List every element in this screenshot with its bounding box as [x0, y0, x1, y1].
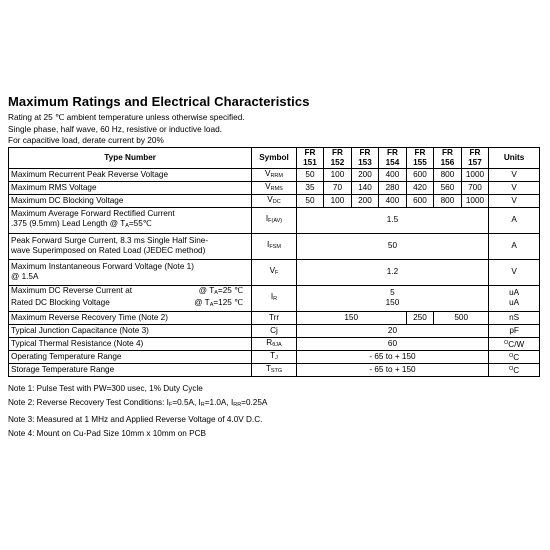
parameter-label: Storage Temperature Range — [9, 363, 252, 376]
value-cell: 35 — [296, 181, 324, 194]
symbol-cell: $T_J$ — [252, 350, 296, 363]
symbol-cell: $I_{FSM}$ — [252, 233, 296, 259]
parameter-label: Maximum Recurrent Peak Reverse Voltage — [9, 168, 252, 181]
parameter-label: Operating Temperature Range — [9, 350, 252, 363]
table-row — [9, 311, 540, 324]
unit-cell: uA uA — [489, 285, 540, 311]
table-row — [9, 207, 540, 233]
value-cell: 400 — [379, 168, 407, 181]
parameter-label: Maximum RMS Voltage — [9, 181, 252, 194]
table-row — [9, 324, 540, 337]
value-cell: 5 150 — [296, 285, 489, 311]
value-cell: 50 — [296, 194, 324, 207]
unit-cell: $^O$C/W — [489, 337, 540, 350]
parameter-label: Typical Thermal Resistance (Note 4) — [9, 337, 252, 350]
value-cell: 280 — [379, 181, 407, 194]
value-cell: 1000 — [461, 194, 489, 207]
symbol-cell: Trr — [252, 311, 296, 324]
parameter-label: Maximum Average Forward Rectified Current .375 (9.5mm) Lead Length @ $T_A=55℃$ — [9, 207, 252, 233]
intro-line-2: Single phase, half wave, 60 Hz, resistive or inductive load. — [8, 123, 222, 134]
table-row — [9, 194, 540, 207]
device-header: FR 157 — [461, 147, 489, 168]
value-cell: - 65 to + 150 — [296, 363, 489, 376]
intro-line-1: Rating at 25 ℃ ambient temperature unless otherwise specified. — [8, 112, 245, 122]
value-cell: 50 — [296, 168, 324, 181]
ratings-table — [8, 147, 540, 377]
footnote-1: Note 1: Pulse Test with PW=300 usec, 1% Duty Cycle — [8, 383, 203, 393]
device-header: FR 153 — [351, 147, 379, 168]
value-cell: 400 — [379, 194, 407, 207]
value-cell: 200 — [351, 194, 379, 207]
footnote-3: Note 3: Measured at 1 MHz and Applied Reverse Voltage of 4.0V D.C. — [8, 414, 263, 424]
symbol-cell: $I_R$ — [252, 285, 296, 311]
symbol-cell: $R_{\theta JA}$ — [252, 337, 296, 350]
type-number-header: Type Number — [9, 147, 252, 168]
value-cell: 420 — [406, 181, 434, 194]
value-cell: 600 — [406, 194, 434, 207]
value-cell: 60 — [296, 337, 489, 350]
value-cell: 600 — [406, 168, 434, 181]
value-cell: 500 — [434, 311, 489, 324]
table-row — [9, 259, 540, 285]
table-row — [9, 181, 540, 194]
unit-cell: V — [489, 168, 540, 181]
symbol-cell: $T_{STG}$ — [252, 363, 296, 376]
table-row — [9, 168, 540, 181]
parameter-label: Typical Junction Capacitance (Note 3) — [9, 324, 252, 337]
table-row — [9, 233, 540, 259]
parameter-label: Maximum DC Reverse Current at @ $T_A=25$ ℃ Rated DC Blocking Voltage @ $T_A=125$ ℃ — [9, 285, 252, 311]
unit-cell: V — [489, 259, 540, 285]
unit-cell: pF — [489, 324, 540, 337]
header-row — [9, 147, 540, 168]
value-cell: 560 — [434, 181, 462, 194]
value-cell: 140 — [351, 181, 379, 194]
parameter-label: Peak Forward Surge Current, 8.3 ms Single Half Sine- wave Superimposed on Rated Load (JEDEC method) — [9, 233, 252, 259]
symbol-header: Symbol — [252, 147, 296, 168]
value-cell: 150 — [296, 311, 406, 324]
device-header: FR 152 — [324, 147, 352, 168]
symbol-cell: $V_F$ — [252, 259, 296, 285]
unit-cell: nS — [489, 311, 540, 324]
parameter-label: Maximum Instantaneous Forward Voltage (Note 1) @ 1.5A — [9, 259, 252, 285]
symbol-cell: $I_{F(AV)}$ — [252, 207, 296, 233]
value-cell: 100 — [324, 194, 352, 207]
intro-line-3: For capacitive load, derate current by 20% — [8, 135, 164, 145]
datasheet — [8, 94, 540, 442]
device-header: FR 155 — [406, 147, 434, 168]
value-cell: 100 — [324, 168, 352, 181]
value-cell: 20 — [296, 324, 489, 337]
unit-cell: A — [489, 207, 540, 233]
unit-cell: V — [489, 181, 540, 194]
device-header: FR 154 — [379, 147, 407, 168]
footnotes — [8, 382, 540, 442]
value-cell: 800 — [434, 194, 462, 207]
value-cell: 800 — [434, 168, 462, 181]
value-cell: 1.2 — [296, 259, 489, 285]
unit-cell: V — [489, 194, 540, 207]
value-cell: 700 — [461, 181, 489, 194]
device-header: FR 151 — [296, 147, 324, 168]
unit-cell: A — [489, 233, 540, 259]
symbol-cell: $V_{RMS}$ — [252, 181, 296, 194]
page-title: Maximum Ratings and Electrical Characteristics — [8, 94, 310, 109]
symbol-cell: $V_{DC}$ — [252, 194, 296, 207]
parameter-label: Maximum Reverse Recovery Time (Note 2) — [9, 311, 252, 324]
parameter-label: Maximum DC Blocking Voltage — [9, 194, 252, 207]
device-header: FR 156 — [434, 147, 462, 168]
value-cell: 70 — [324, 181, 352, 194]
units-header: Units — [489, 147, 540, 168]
value-cell: 1000 — [461, 168, 489, 181]
value-cell: 200 — [351, 168, 379, 181]
value-cell: 250 — [406, 311, 434, 324]
table-row — [9, 350, 540, 363]
footnote-4: Note 4: Mount on Cu-Pad Size 10mm x 10mm on PCB — [8, 429, 206, 438]
value-cell: 1.5 — [296, 207, 489, 233]
table-row — [9, 285, 540, 311]
value-cell: - 65 to + 150 — [296, 350, 489, 363]
unit-cell: $^O$C — [489, 363, 540, 376]
footnote-2: Note 2: Reverse Recovery Test Conditions: $I_F=0.5A$, $I_R=1.0A$, $I_{RR}=0.25A$ — [8, 398, 268, 408]
unit-cell: $^O$C — [489, 350, 540, 363]
value-cell: 50 — [296, 233, 489, 259]
symbol-cell: $V_{RRM}$ — [252, 168, 296, 181]
table-row — [9, 337, 540, 350]
table-row — [9, 363, 540, 376]
symbol-cell: Cj — [252, 324, 296, 337]
